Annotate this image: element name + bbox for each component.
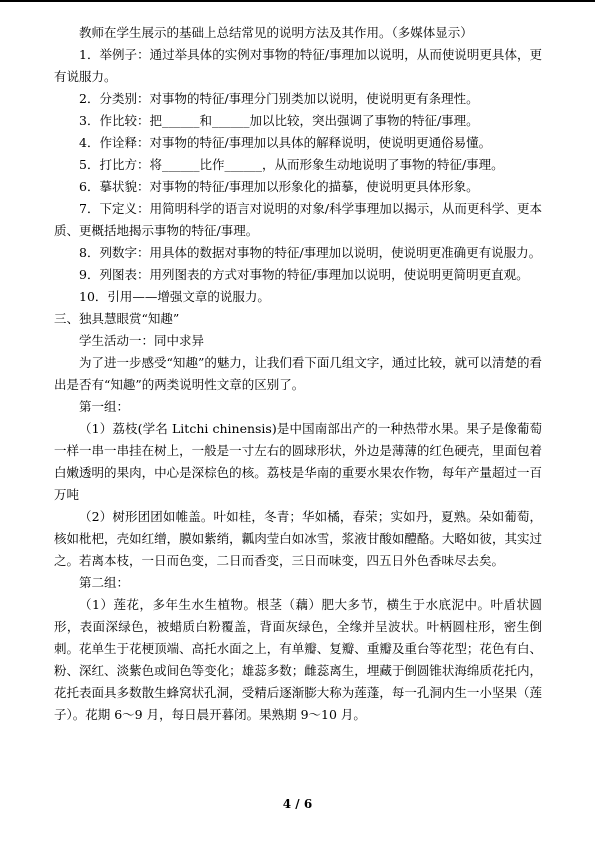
method-item-3: 3．作比较：把______和______加以比较，突出强调了事物的特征/事理。 [79, 113, 479, 128]
group-2-heading: 第二组： [79, 575, 130, 590]
group-1-heading: 第一组： [79, 399, 130, 414]
method-item-2: 2．分类别：对事物的特征/事理分门别类加以说明，使说明更有条理性。 [79, 91, 479, 106]
method-item-8: 8．列数字：用具体的数据对事物的特征/事理加以说明，使说明更准确更有说服力。 [79, 245, 542, 260]
activity-intro: 为了进一步感受“知趣”的魅力，让我们看下面几组文字，通过比较，就可以清楚的看出是否有“知趣”的两类说明性文章的区别了。 [54, 355, 542, 392]
method-item-6: 6．摹状貌：对事物的特征/事理加以形象化的描摹，使说明更具体形象。 [79, 179, 479, 194]
document-body [54, 22, 542, 726]
method-item-5: 5．打比方：将______比作______，从而形象生动地说明了事物的特征/事理。 [79, 157, 504, 172]
section-heading: 三、独具慧眼赏“知趣” [54, 311, 180, 326]
method-item-10: 10．引用——增强文章的说服力。 [79, 289, 270, 304]
group-1-text-2: （2）树形团团如帷盖。叶如桂，冬青；华如橘，春荣；实如丹，夏熟。朵如葡萄，核如枇杷，壳如红缯，膜如紫绡，瓤肉莹白如冰雪，浆液甘酸如醴酪。大略如彼，其实过之。若离本枝，一日而色变，二日而香变，三日而味变，四五日外色香味尽去矣。 [54, 509, 542, 568]
method-item-4: 4．作诠释：对事物的特征/事理加以具体的解释说明，使说明更通俗易懂。 [79, 135, 492, 150]
group-1-text-1: （1）荔枝(学名 Litchi chinensis)是中国南部出产的一种热带水果。果子是像葡萄一样一串一串挂在树上，一般是一寸左右的圆球形状，外边是薄薄的红色硬壳，里面包着白嫩透明的果肉，中心是深棕色的核。荔枝是华南的重要水果农作物，每年产量超过一百万吨 [54, 421, 542, 502]
method-item-1: 1．举例子：通过举具体的实例对事物的特征/事理加以说明，从而使说明更具体，更有说服力。 [54, 47, 542, 84]
top-rule [0, 0, 595, 2]
page-number: 4 / 6 [282, 797, 313, 811]
method-item-9: 9．列图表：用列图表的方式对事物的特征/事理加以说明，使说明更简明更直观。 [79, 267, 529, 282]
activity-title: 学生活动一：同中求异 [79, 333, 205, 348]
group-2-text-1: （1）莲花，多年生水生植物。根茎（藕）肥大多节，横生于水底泥中。叶盾状圆形，表面深绿色，被蜡质白粉覆盖，背面灰绿色，全缘并呈波状。叶柄圆柱形，密生倒刺。花单生于花梗顶端、高托水面之上，有单瓣、复瓣、重瓣及重台等花型；花色有白、粉、深红、淡紫色或间色等变化；雄蕊多数；雌蕊离生，埋藏于倒圆锥状海绵质花托内，花托表面具多数散生蜂窝状孔洞，受精后逐渐膨大称为莲蓬，每一孔洞内生一小坚果（莲子）。花期 6～9 月，每日晨开暮闭。果熟期 9～10 月。 [54, 597, 542, 722]
intro-paragraph: 教师在学生展示的基础上总结常见的说明方法及其作用。（多媒体显示） [79, 25, 473, 40]
method-item-7: 7．下定义：用简明科学的语言对说明的对象/科学事理加以揭示，从而更科学、更本质、更概括地揭示事物的特征/事理。 [54, 201, 542, 238]
